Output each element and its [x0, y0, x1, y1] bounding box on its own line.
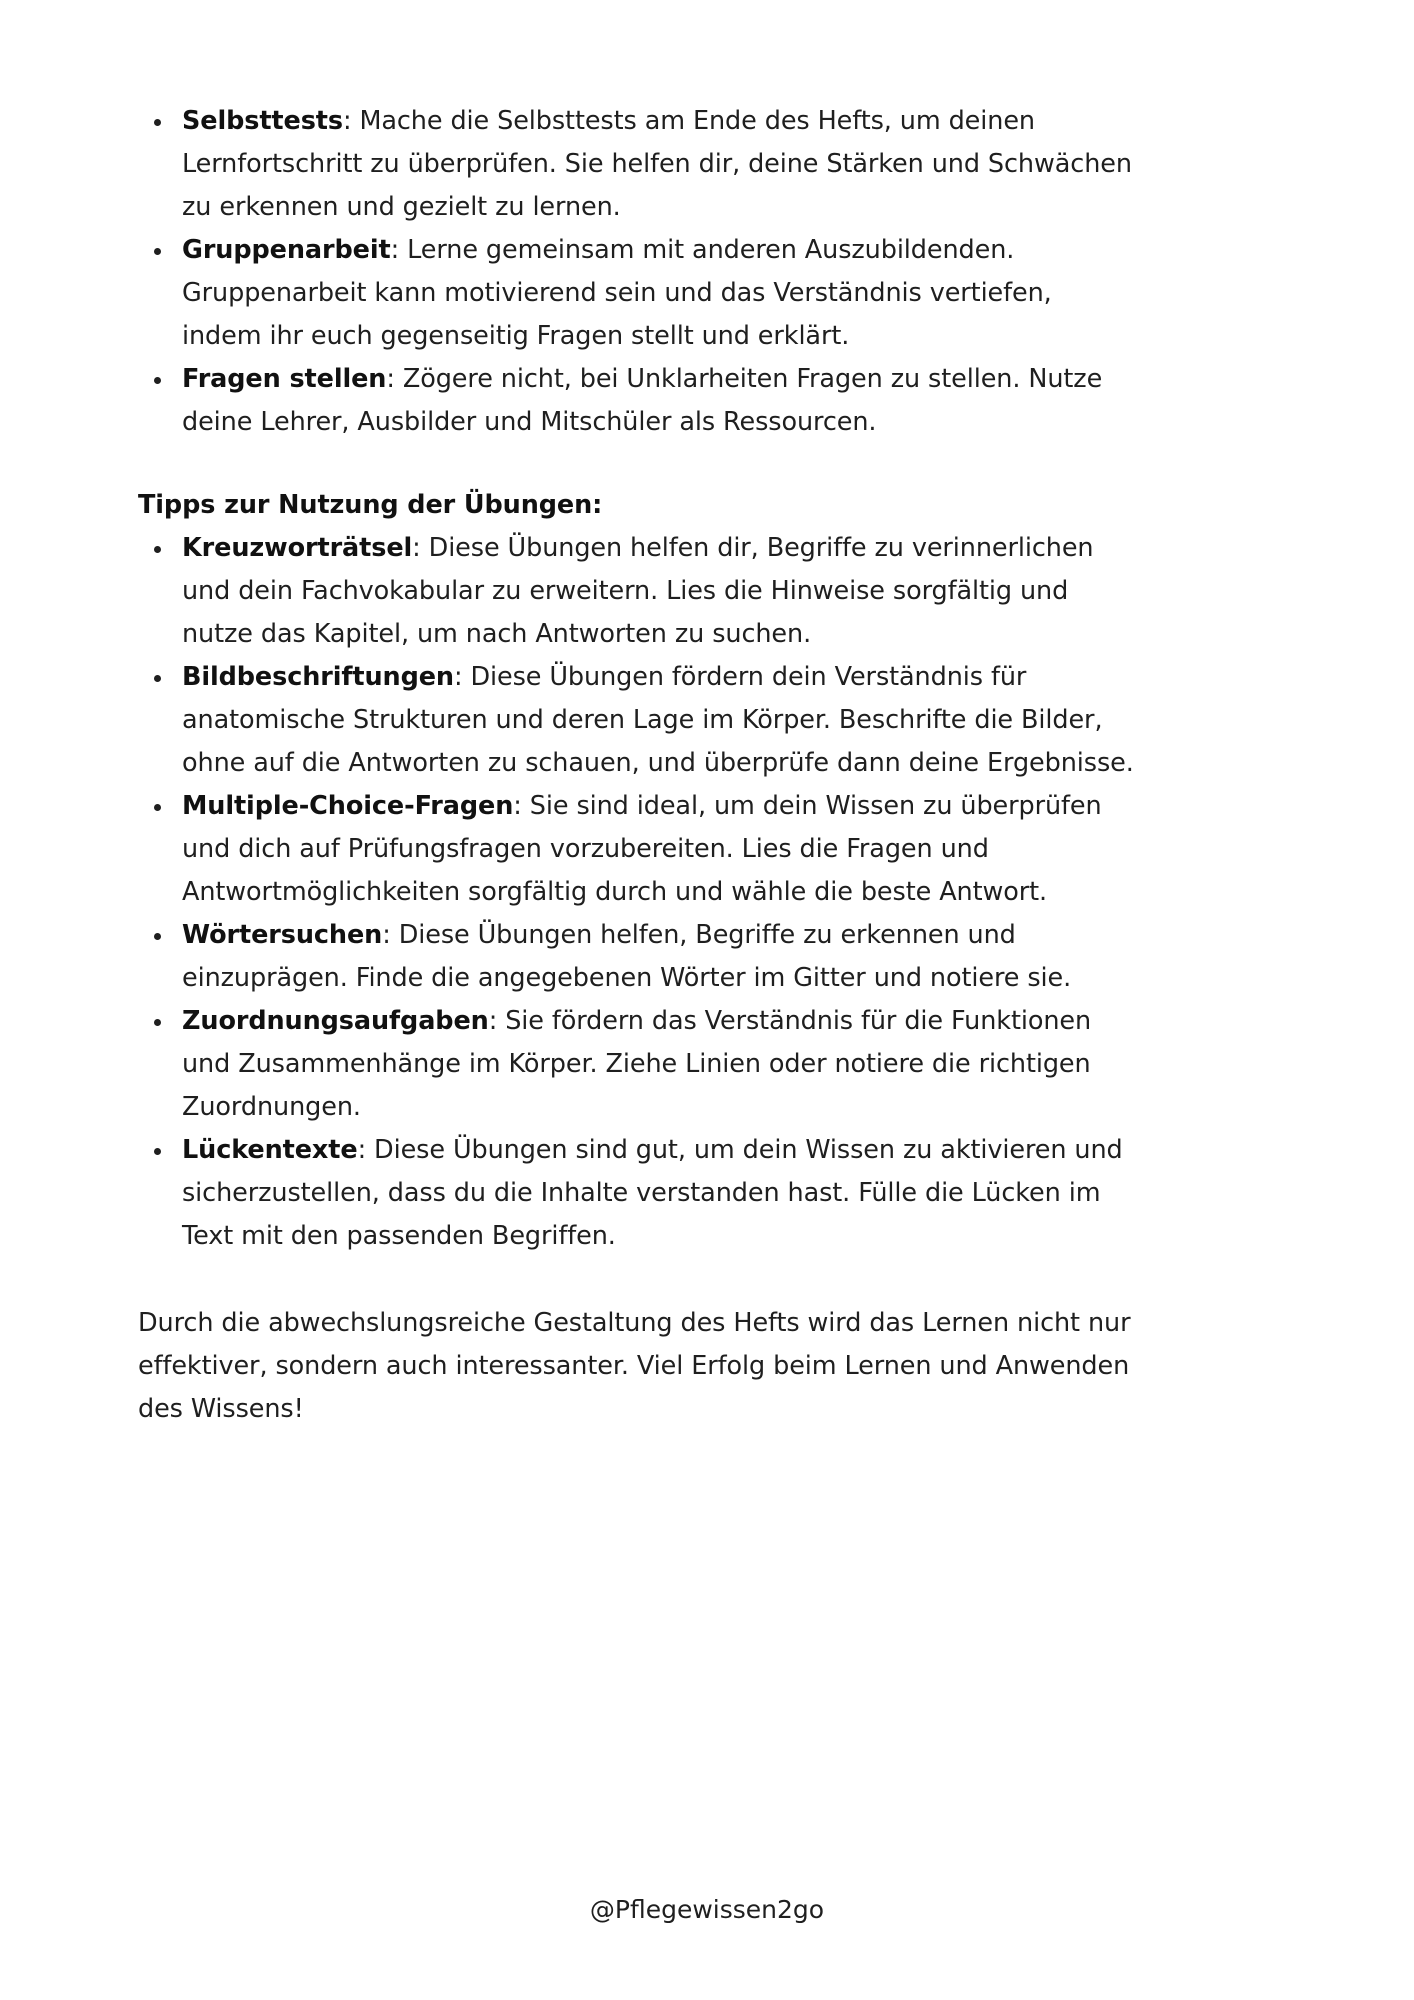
list-item-text: : Lerne gemeinsam mit anderen Auszubildenden. Gruppenarbeit kann motivierend sein und das Verständnis vertiefen, indem ihr euch gegenseitig Fragen stellt und erklärt. — [182, 235, 1052, 351]
list-item-text: : Sie sind ideal, um dein Wissen zu überprüfen und dich auf Prüfungsfragen vorzubereiten. Lies die Fragen und Antwortmöglichkeiten sorgfältig durch und wähle die beste Antwort. — [182, 791, 1102, 907]
closing-paragraph: Durch die abwechslungsreiche Gestaltung des Hefts wird das Lernen nicht nur effektiver, sondern auch interessanter. Viel Erfolg beim Lernen und Anwenden des Wissens! — [138, 1308, 1131, 1424]
list-item-term: Wörtersuchen — [182, 920, 383, 950]
list-item-term: Zuordnungsaufgaben — [182, 1006, 489, 1036]
list-item-text: : Zögere nicht, bei Unklarheiten Fragen zu stellen. Nutze deine Lehrer, Ausbilder und Mitschüler als Ressourcen. — [182, 364, 1103, 437]
list-item — [138, 1000, 1138, 1129]
list-item-text: : Diese Übungen helfen, Begriffe zu erkennen und einzuprägen. Finde die angegebenen Wörter im Gitter und notiere sie. — [182, 920, 1072, 993]
list-item-text: : Diese Übungen fördern dein Verständnis für anatomische Strukturen und deren Lage im Körper. Beschrifte die Bilder, ohne auf die Antworten zu schauen, und überprüfe dann deine Ergebnisse. — [182, 662, 1134, 778]
list-item — [138, 1129, 1138, 1258]
list-item-term: Multiple-Choice-Fragen — [182, 791, 514, 821]
list-item — [138, 358, 1138, 444]
list-item — [138, 656, 1138, 785]
document-body — [138, 100, 1138, 1431]
list-item — [138, 914, 1138, 1000]
spacer — [138, 1258, 1138, 1302]
intro-tips-list — [138, 100, 1138, 444]
list-item-term: Kreuzworträtsel — [182, 533, 413, 563]
footer-handle: @Pflegewissen2go — [589, 1895, 825, 1924]
list-item — [138, 100, 1138, 229]
list-item-text: : Diese Übungen helfen dir, Begriffe zu verinnerlichen und dein Fachvokabular zu erweitern. Lies die Hinweise sorgfältig und nutze das Kapitel, um nach Antworten zu suchen. — [182, 533, 1094, 649]
spacer — [138, 444, 1138, 484]
list-item-text: : Mache die Selbsttests am Ende des Hefts, um deinen Lernfortschritt zu überprüfen. Sie helfen dir, deine Stärken und Schwächen zu erkennen und gezielt zu lernen. — [182, 106, 1132, 222]
list-item-text: : Diese Übungen sind gut, um dein Wissen zu aktivieren und sicherzustellen, dass du die Inhalte verstanden hast. Fülle die Lücken im Text mit den passenden Begriffen. — [182, 1135, 1123, 1251]
list-item-term: Fragen stellen — [182, 364, 387, 394]
section-heading: Tipps zur Nutzung der Übungen: — [138, 490, 603, 520]
list-item-text: : Sie fördern das Verständnis für die Funktionen und Zusammenhänge im Körper. Ziehe Linien oder notiere die richtigen Zuordnungen. — [182, 1006, 1092, 1122]
list-item — [138, 785, 1138, 914]
list-item-term: Gruppenarbeit — [182, 235, 391, 265]
list-item — [138, 527, 1138, 656]
list-item — [138, 229, 1138, 358]
list-item-term: Bildbeschriftungen — [182, 662, 454, 692]
list-item-term: Lückentexte — [182, 1135, 358, 1165]
exercise-tips-list — [138, 527, 1138, 1258]
list-item-term: Selbsttests — [182, 106, 343, 136]
